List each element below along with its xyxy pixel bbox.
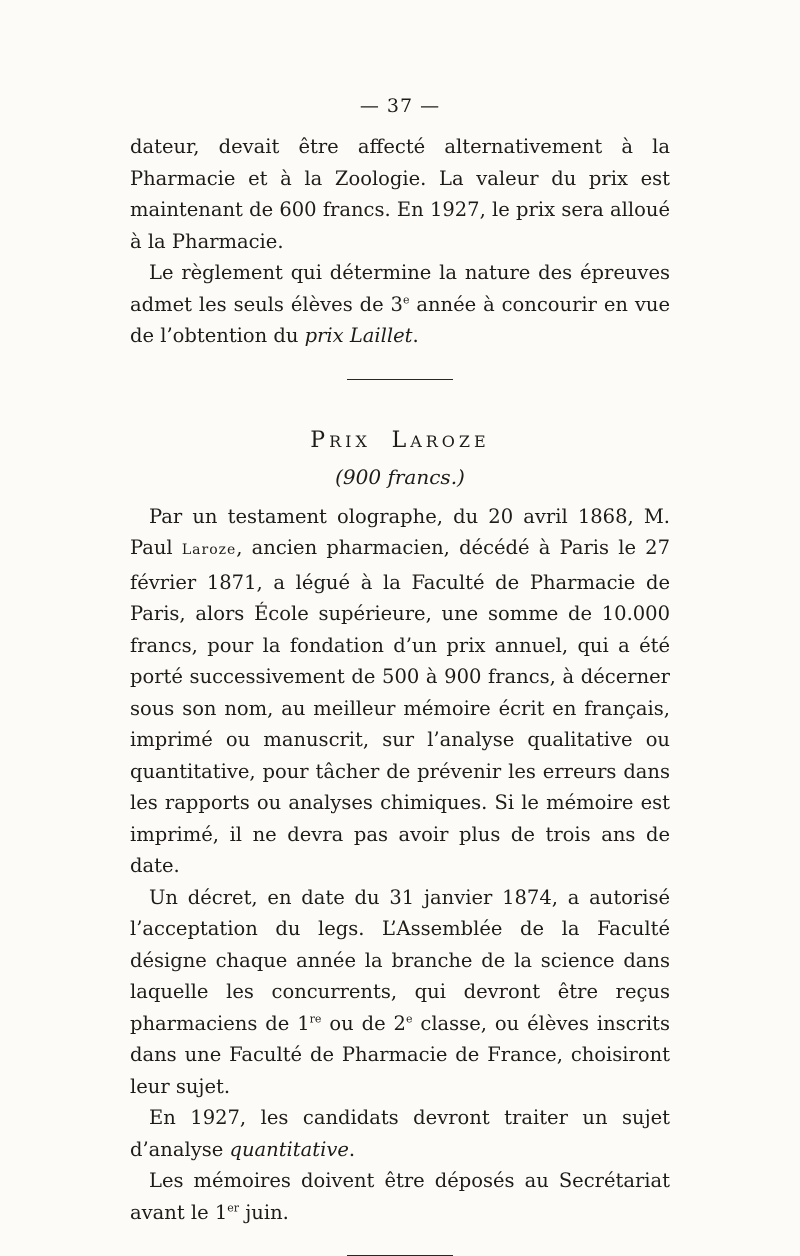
body-text: ou de 2 (321, 1011, 406, 1035)
body-text: Un décret, en date du 31 janvier 1874, a autorisé l’acceptation du legs. L’Assemblée de la Faculté désigne chaque année la branche de la science dans laquelle les concurrents, qui devront être reçus pharmaciens de 1 (130, 885, 670, 1035)
superscript: er (227, 1201, 240, 1214)
section-title (130, 428, 670, 453)
body-text: Les mémoires doivent être déposés au Secrétariat avant le 1 (130, 1169, 670, 1224)
prize-name-italic: prix Laillet (304, 324, 413, 347)
intro-paragraph-1: dateur, devait être affecté alternativement à la Pharmacie et à la Zoologie. La valeur du prix est maintenant de 600 francs. En 1927, le prix sera alloué à la Pharmacie. (130, 135, 670, 253)
prize-amount: (900 francs.) (335, 464, 465, 489)
body-text: , ancien pharmacien, décédé à Paris le 27 février 1871, a légué à la Faculté de Pharmacie de Paris, alors École supérieure, une somme de 10.000 francs, pour la fondation d’un prix annuel, qui a été porté successivement de 500 à 900 francs, à décerner sous son nom, au meilleur mémoire écrit en français, imprimé ou manuscrit, sur l’analyse qualitative ou quantitative, pour tâcher de prévenir les erreurs dans les rapports ou analyses chimiques. Si le mémoire est imprimé, il ne devra pas avoir plus de trois ans de date. (130, 536, 670, 877)
document-page (130, 95, 670, 1256)
title-rest: AROZE (410, 431, 490, 451)
small-caps-name: Laroze (181, 542, 237, 558)
title-initial: L (391, 427, 411, 453)
title-initial: P (310, 427, 330, 453)
body-paragraph-4 (130, 1165, 670, 1228)
body-paragraph-2 (130, 882, 670, 1103)
intro-text: . (412, 324, 419, 347)
body-paragraph-1 (130, 501, 670, 882)
title-rest: RIX (329, 431, 371, 451)
page-number: — 37 — (359, 95, 441, 117)
section-divider (347, 379, 453, 380)
superscript: re (309, 1012, 322, 1025)
body-paragraph-3 (130, 1102, 670, 1165)
intro-text: Le règlement qui détermine la nature des épreuves admet les seuls élèves de 3 (130, 261, 670, 316)
body-text: . (348, 1137, 356, 1161)
intro-paragraph-2 (130, 257, 670, 352)
superscript: e (405, 1012, 413, 1025)
intro-text: année à concourir en vue de l’obtention du (130, 292, 670, 347)
superscript: e (402, 293, 410, 306)
body-text: juin. (239, 1200, 289, 1224)
body-text: Par un testament olographe, du 20 avril 1868, M. Paul (130, 504, 670, 559)
body-text: En 1927, les candidats devront traiter un sujet d’analyse (130, 1106, 670, 1161)
body-text: classe, ou élèves inscrits dans une Faculté de Pharmacie de France, choisiront leur sujet. (130, 1011, 671, 1098)
italic-term: quantitative (229, 1137, 349, 1161)
